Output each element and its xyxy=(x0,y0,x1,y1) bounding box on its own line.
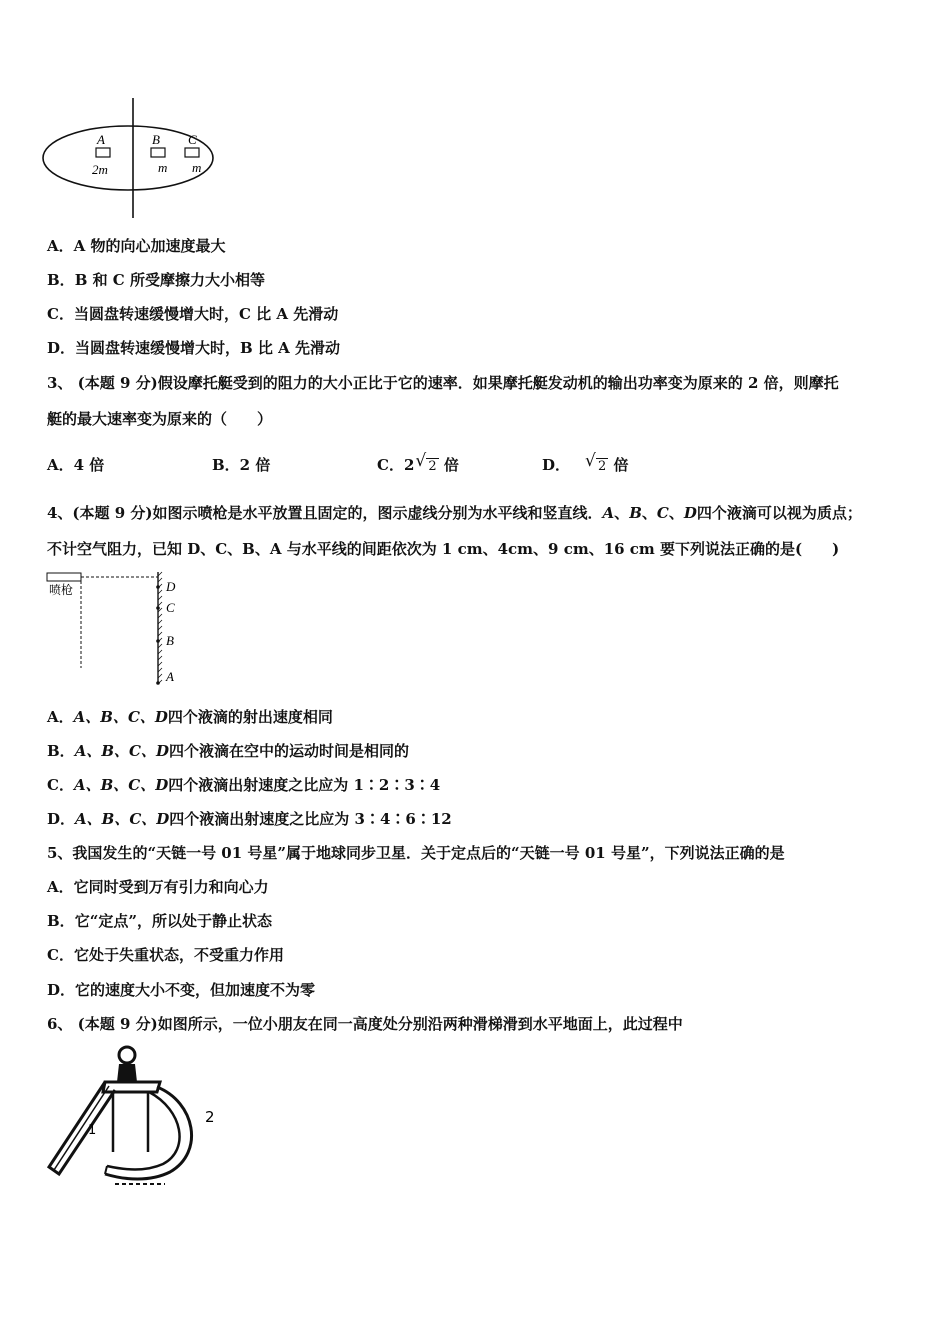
block-a xyxy=(96,148,110,157)
drop-d xyxy=(156,585,160,589)
q6-stem: 6、 (本题 9 分)如图所示，一位小朋友在同一高度处分别沿两种滑梯滑到水平地面上，此过程中 xyxy=(47,1015,683,1033)
sqrt-symbol: √ 2 xyxy=(586,455,608,477)
q3-option-b: B．2 倍 xyxy=(212,456,271,474)
child-head xyxy=(119,1047,135,1063)
platform xyxy=(103,1082,160,1092)
q3-stem-line1: 3、 (本题 9 分)假设摩托艇受到的阻力的大小正比于它的速率．如果摩托艇发动机的输出功率变为原来的 2 倍，则摩托 xyxy=(47,374,839,392)
drop-a xyxy=(156,681,160,685)
q5-option-b: B．它“定点”，所以处于静止状态 xyxy=(47,912,272,930)
slides-figure xyxy=(45,1042,225,1192)
mass-b: m xyxy=(158,160,168,175)
label-1: 1 xyxy=(88,1123,97,1138)
sqrt-symbol: √ 2 xyxy=(416,455,438,477)
q2-option-d: D．当圆盘转速缓慢增大时，B 比 A 先滑动 xyxy=(47,339,341,357)
child-body xyxy=(117,1064,137,1082)
mass-c: m xyxy=(192,160,202,175)
label-c: C xyxy=(188,132,197,147)
block-c xyxy=(185,148,199,157)
q3-stem-line2: 艇的最大速率变为原来的（ ） xyxy=(47,410,273,428)
q2-option-a: A．A 物的向心加速度最大 xyxy=(47,237,226,255)
q5-option-d: D．它的速度大小不变，但加速度不为零 xyxy=(47,981,316,999)
q2-option-c: C．当圆盘转速缓慢增大时，C 比 A 先滑动 xyxy=(47,305,339,323)
gun-label: 喷枪 xyxy=(49,583,74,597)
q4-stem-line1: 4、(本题 9 分)如图示喷枪是水平放置且固定的，图示虚线分别为水平线和竖直线．A、B、C、D四个液滴可以视为质点； xyxy=(47,504,862,522)
mass-a: 2m xyxy=(92,162,108,177)
q4-option-d: D．A、B、C、D四个液滴出射速度之比应为 3∶4∶6∶12 xyxy=(47,810,452,828)
label-b: B xyxy=(166,633,174,648)
q4-option-a: A．A、B、C、D四个液滴的射出速度相同 xyxy=(47,708,333,726)
q5-option-c: C．它处于失重状态，不受重力作用 xyxy=(47,946,284,964)
spray-gun-figure xyxy=(45,570,185,690)
q5-stem: 5、我国发生的“天链一号 01 号星”属于地球同步卫星．关于定点后的“天链一号 01 号星”，下列说法正确的是 xyxy=(47,844,785,862)
q3-option-a: A．4 倍 xyxy=(47,456,105,474)
curved-slide-base xyxy=(105,1166,107,1174)
q4-option-c: C．A、B、C、D四个液滴出射速度之比应为 1∶2∶3∶4 xyxy=(47,776,441,794)
straight-slide-edge xyxy=(54,1086,109,1170)
label-c: C xyxy=(166,600,175,615)
label-d: D xyxy=(166,579,176,594)
q4-stem-line2: 不计空气阻力，已知 D、C、B、A 与水平线的间距依次为 1 cm、4cm、9 cm、16 cm 要下列说法正确的是( ) xyxy=(47,540,840,558)
drop-b xyxy=(156,639,160,643)
q2-option-b: B．B 和 C 所受摩擦力大小相等 xyxy=(47,271,265,289)
q4-option-b: B．A、B、C、D四个液滴在空中的运动时间是相同的 xyxy=(47,742,409,760)
rotating-disc-figure xyxy=(40,98,220,220)
label-a: A xyxy=(166,669,174,684)
spray-gun xyxy=(47,573,81,581)
curved-slide-inner xyxy=(107,1092,180,1170)
label-b: B xyxy=(152,132,160,147)
q5-option-a: A．它同时受到万有引力和向心力 xyxy=(47,878,269,896)
q3-option-d: D．√ 2 倍 xyxy=(542,455,629,477)
block-b xyxy=(151,148,165,157)
label-a: A xyxy=(97,132,105,147)
drop-c xyxy=(156,606,160,610)
q3-option-c: C．2√ 2 倍 xyxy=(377,455,459,477)
label-2: 2 xyxy=(205,1108,215,1126)
